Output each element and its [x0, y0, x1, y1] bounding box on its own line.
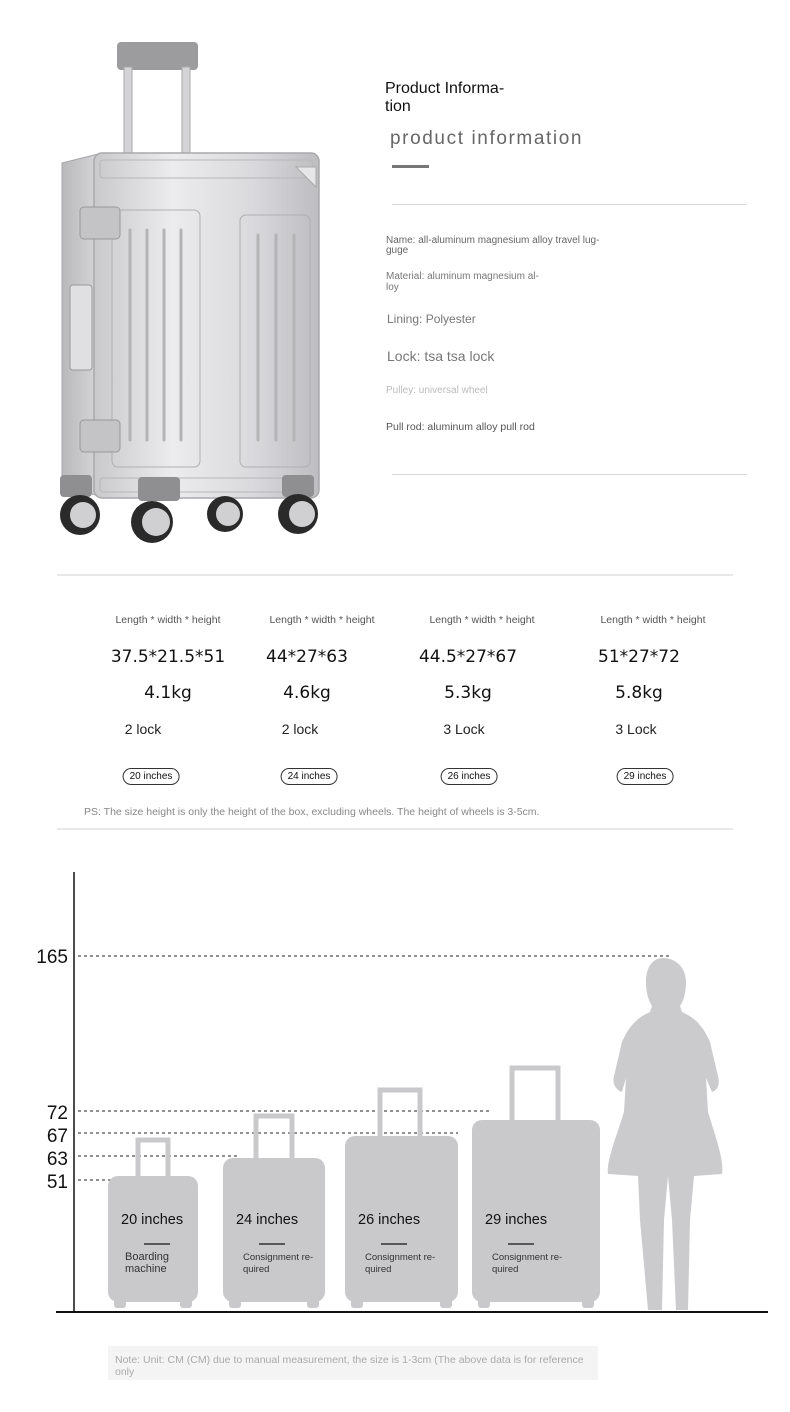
suitcase-usage-label: quired — [492, 1264, 519, 1275]
weight-value: 5.3kg — [444, 683, 492, 703]
spec-lock: Lock: tsa tsa lock — [387, 348, 495, 364]
lock-count: 3 Lock — [615, 721, 657, 737]
dimensions-value: 37.5*21.5*51 — [110, 647, 226, 667]
suitcase-usage-label: Consignment re- — [243, 1252, 314, 1263]
size-badge: 20 inches — [123, 768, 180, 785]
suitcase-product-image — [50, 35, 340, 545]
suitcase-layer — [108, 1068, 600, 1308]
suitcase-body — [108, 1176, 198, 1302]
size-badge: 24 inches — [281, 768, 338, 785]
lock-count: 2 lock — [124, 721, 162, 737]
suitcase-wheel — [307, 1298, 319, 1308]
suitcase-size-label: 29 inches — [485, 1212, 548, 1228]
lock-count: 2 lock — [281, 721, 319, 737]
info-divider-bottom — [392, 474, 747, 475]
tick-label: 63 — [46, 1149, 68, 1170]
tick-label: 51 — [46, 1172, 68, 1193]
suitcase-wheel — [351, 1298, 363, 1308]
size-badge: 26 inches — [441, 768, 498, 785]
weight-value: 4.6kg — [283, 683, 331, 703]
suitcase-usage-label: Consignment re- — [365, 1252, 436, 1263]
suitcase-usage-label: quired — [243, 1264, 270, 1275]
suitcase-silhouette — [223, 1116, 325, 1308]
spec-material: Material: aluminum magnesium al- loy — [386, 271, 539, 293]
size-comparison-chart — [0, 840, 790, 1400]
suitcase-handle — [512, 1068, 558, 1120]
suitcase-wheel — [582, 1298, 594, 1308]
suitcase-size-label: 24 inches — [236, 1212, 299, 1228]
suitcase-size-label: 20 inches — [121, 1212, 184, 1228]
suitcase-usage-label: quired — [365, 1264, 392, 1275]
title-accent-bar — [392, 165, 429, 168]
suitcase-wheel — [478, 1298, 490, 1308]
weight-value: 4.1kg — [144, 683, 192, 703]
suitcase-usage-label: Boarding — [125, 1251, 170, 1263]
dimension-label: Length * width * height — [600, 614, 706, 626]
suitcase-handle — [138, 1140, 168, 1176]
size-badge: 29 inches — [617, 768, 674, 785]
suitcase-usage-label: Consignment re- — [492, 1252, 563, 1263]
weight-value: 5.8kg — [615, 683, 663, 703]
measurement-note: Note: Unit: CM (CM) due to manual measurement, the size is 1-3cm (The above data is for reference only — [108, 1346, 598, 1380]
product-info-subtitle: product information — [390, 128, 584, 149]
spec-lining: Lining: Polyester — [387, 312, 476, 326]
dimensions-value: 44*27*63 — [266, 647, 348, 667]
suitcase-wheel — [440, 1298, 452, 1308]
info-divider-top — [392, 204, 747, 205]
size-note: PS: The size height is only the height of the box, excluding wheels. The height of wheels is 3-5cm. — [84, 806, 540, 818]
dimension-label: Length * width * height — [115, 614, 221, 626]
person-silhouette — [608, 958, 723, 1310]
suitcase-handle — [256, 1116, 292, 1158]
suitcase-wheel — [229, 1298, 241, 1308]
product-info-title: Product Informa- tion — [385, 80, 505, 115]
tick-label: 67 — [46, 1126, 68, 1147]
suitcase-size-label: 26 inches — [358, 1212, 421, 1228]
dimension-label: Length * width * height — [269, 614, 375, 626]
suitcase-silhouette — [472, 1068, 600, 1308]
spec-name: Name: all-aluminum magnesium alloy travel lug- guge — [386, 235, 600, 256]
lock-count: 3 Lock — [443, 721, 485, 737]
section-divider — [57, 574, 733, 576]
person-layer — [608, 958, 723, 1310]
suitcase-silhouette — [108, 1140, 198, 1308]
dimension-label: Length * width * height — [429, 614, 535, 626]
spec-pulley: Pulley: universal wheel — [386, 385, 488, 396]
section-divider — [57, 828, 733, 830]
suitcase-wheel — [180, 1298, 192, 1308]
suitcase-wheel — [114, 1298, 126, 1308]
suitcase-handle — [380, 1090, 420, 1136]
suitcase-silhouette — [345, 1090, 458, 1308]
tick-label: 165 — [36, 947, 68, 968]
dimensions-value: 44.5*27*67 — [418, 647, 518, 667]
suitcase-usage-label: machine — [125, 1263, 167, 1275]
spec-pull-rod: Pull rod: aluminum alloy pull rod — [386, 421, 535, 433]
dimensions-value: 51*27*72 — [598, 647, 680, 667]
tick-label: 72 — [46, 1103, 68, 1124]
suitcase-body — [223, 1158, 325, 1302]
